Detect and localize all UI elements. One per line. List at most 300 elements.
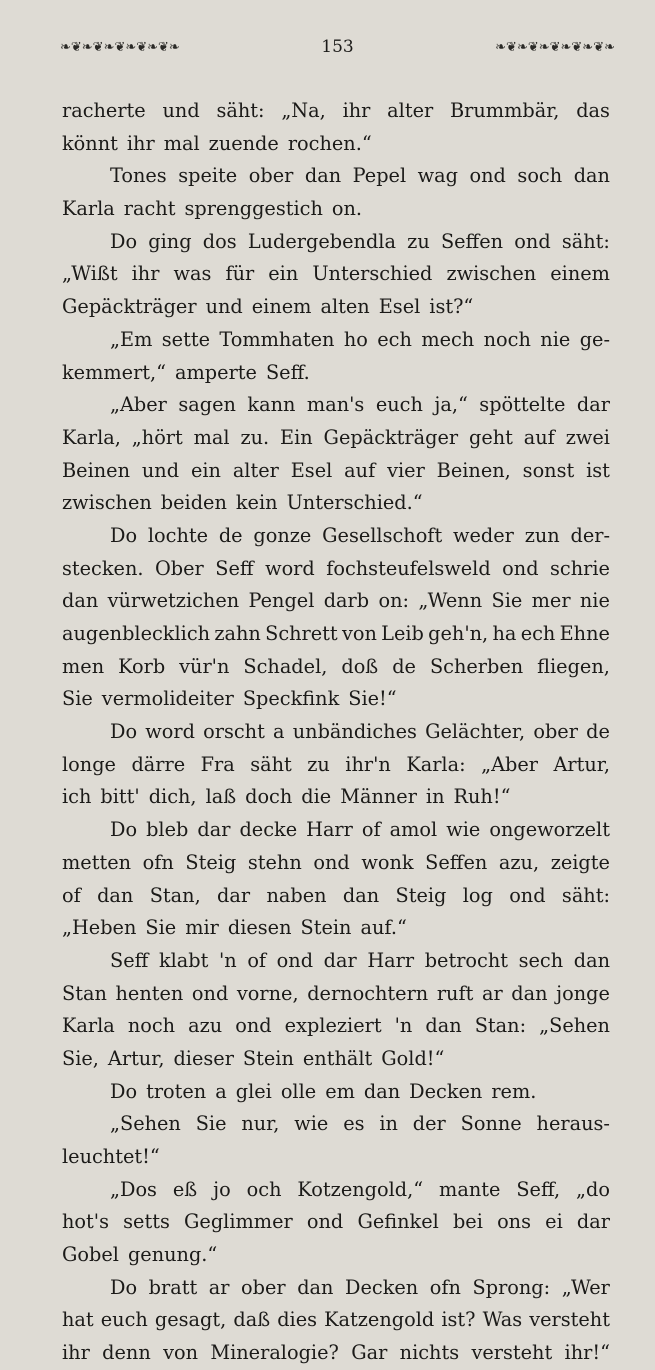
word: es xyxy=(343,1112,365,1136)
word: Unterschied.“ xyxy=(286,491,423,515)
word: man's xyxy=(306,393,365,417)
word: Seff xyxy=(110,948,149,972)
word: könnt xyxy=(62,131,118,155)
word: „Wer xyxy=(561,1275,610,1299)
word: noch xyxy=(483,327,531,351)
word: alter xyxy=(387,99,434,122)
word: enthält xyxy=(302,1046,373,1070)
word: Stan: xyxy=(474,1014,527,1038)
word: auf.“ xyxy=(360,916,407,940)
word: zwischen xyxy=(62,491,152,515)
word: Do xyxy=(110,720,138,744)
word: laß xyxy=(205,785,237,809)
word: glei xyxy=(235,1079,272,1103)
word: bitt' xyxy=(100,785,140,809)
word: „Heben xyxy=(62,916,137,940)
word: sonst xyxy=(522,458,575,482)
word: log xyxy=(462,883,493,907)
word: Steig xyxy=(395,883,447,907)
word: nichts xyxy=(399,1341,460,1365)
word: „Sehen xyxy=(539,1014,610,1038)
word: euch xyxy=(100,1308,148,1332)
header-ornament-left: ❧❦❧❦❧❦❧❦❧❦❧ xyxy=(60,39,180,55)
word: auf xyxy=(344,458,376,482)
word: amperte xyxy=(175,360,257,384)
word: jo xyxy=(213,1177,231,1201)
text-line xyxy=(62,1272,610,1305)
word: Karla: xyxy=(406,752,466,776)
word: ich xyxy=(62,785,92,809)
word: ging xyxy=(148,229,192,253)
word: Ludergebendla xyxy=(247,229,396,253)
word: einem xyxy=(251,295,312,319)
word: und xyxy=(141,458,180,482)
word: on. xyxy=(331,197,363,221)
word: azu xyxy=(188,1014,223,1038)
word: kemmert,“ xyxy=(62,360,167,384)
word: weder xyxy=(453,523,514,547)
word: ist?“ xyxy=(429,295,474,319)
word: Beinen xyxy=(62,458,130,482)
word: darb xyxy=(323,589,370,613)
word: Ehne xyxy=(559,622,610,645)
word: „Na, xyxy=(281,99,326,122)
text-line xyxy=(62,226,610,259)
text-line xyxy=(62,651,610,684)
word: Do xyxy=(110,229,138,253)
word: Artur, xyxy=(553,752,610,776)
word: 'n xyxy=(218,948,237,972)
text-line xyxy=(62,160,610,193)
word: ja,“ xyxy=(434,393,468,417)
word: ihr!“ xyxy=(564,1341,610,1365)
word: Decken xyxy=(409,1079,483,1103)
word: von xyxy=(341,622,377,645)
word: und xyxy=(162,99,200,122)
word: Do xyxy=(110,1079,138,1103)
word: Sprong: xyxy=(472,1275,551,1299)
word: azu, xyxy=(498,850,540,874)
word: ar xyxy=(481,981,503,1005)
word: Scherben xyxy=(429,654,524,678)
word: Do xyxy=(110,1275,138,1299)
word: dan xyxy=(573,164,610,188)
word: ruft xyxy=(436,981,474,1005)
word: zwischen xyxy=(446,262,537,286)
header-ornament-right: ❧❦❧❦❧❦❧❦❧❦❧ xyxy=(495,39,615,55)
word: Katzengold xyxy=(324,1308,435,1332)
word: säht xyxy=(250,752,292,776)
text-line xyxy=(62,1337,610,1370)
word: Harr xyxy=(367,948,415,972)
word: racht xyxy=(123,197,176,221)
word: das xyxy=(576,99,610,122)
word: daß xyxy=(233,1308,271,1332)
word: versteht xyxy=(471,1341,553,1365)
page-number: 153 xyxy=(321,37,354,57)
word: dernochtern xyxy=(307,981,429,1005)
word: was xyxy=(173,262,212,286)
text-line xyxy=(62,357,610,390)
word: jonge xyxy=(556,981,610,1005)
text-line xyxy=(62,978,610,1011)
word: Sie!“ xyxy=(348,687,397,711)
word: Sie xyxy=(62,687,93,711)
word: alten xyxy=(320,295,370,319)
word: Seffen xyxy=(425,850,488,874)
word: zu xyxy=(407,229,430,253)
word: ober xyxy=(248,164,294,188)
word: ech xyxy=(520,622,556,645)
text-line xyxy=(62,847,610,880)
word: fliegen, xyxy=(537,654,610,678)
word: klabt xyxy=(158,948,209,972)
page-header xyxy=(60,34,615,60)
text-line xyxy=(62,1076,610,1109)
word: Speckfink xyxy=(242,687,340,711)
word: fochsteufelsweld xyxy=(326,556,491,580)
word: ons xyxy=(497,1210,531,1234)
word: dan xyxy=(304,164,342,188)
word: Stan, xyxy=(149,883,201,907)
word: zwei xyxy=(565,425,610,449)
text-line xyxy=(62,716,610,749)
word: ihr xyxy=(131,262,160,286)
word: auf xyxy=(523,425,555,449)
word: a xyxy=(273,720,285,744)
word: wag xyxy=(417,164,458,188)
word: bleb xyxy=(146,818,189,842)
word: racherte xyxy=(62,99,146,122)
text-line xyxy=(62,781,610,814)
text-line xyxy=(62,1010,610,1043)
word: longe xyxy=(62,752,116,776)
word: bratt xyxy=(148,1275,198,1299)
word: dich, xyxy=(148,785,197,809)
word: „Sehen xyxy=(110,1112,181,1136)
word: Gepäckträger xyxy=(62,295,197,319)
word: Tones xyxy=(110,164,167,188)
word: henten xyxy=(115,981,184,1005)
word: soch xyxy=(517,164,563,188)
word: Fra xyxy=(200,752,235,776)
text-line xyxy=(62,1108,610,1141)
word: der- xyxy=(570,523,610,547)
word: därre xyxy=(131,752,186,776)
word: of xyxy=(361,818,381,842)
word: vorne, xyxy=(236,981,299,1005)
word: Ein xyxy=(280,425,313,449)
word: ond xyxy=(191,981,229,1005)
word: troten xyxy=(146,1079,207,1103)
word: dies xyxy=(277,1308,318,1332)
word: Gefinkel xyxy=(357,1210,439,1234)
word: ein xyxy=(268,262,299,286)
word: Männer xyxy=(340,785,417,809)
word: ihr'n xyxy=(345,752,391,776)
word: vermolideiter xyxy=(101,687,234,711)
word: dar xyxy=(323,948,357,972)
word: dar xyxy=(576,1210,610,1234)
word: dos xyxy=(202,229,237,253)
word: dan xyxy=(342,883,380,907)
word: noch xyxy=(127,1014,176,1038)
text-line xyxy=(62,258,610,291)
word: of xyxy=(247,948,267,972)
word: in xyxy=(379,1112,398,1136)
word: dan xyxy=(62,589,99,613)
word: Brummbär, xyxy=(450,99,560,122)
text-line xyxy=(62,422,610,455)
text-line xyxy=(62,1304,610,1337)
word: in xyxy=(425,785,445,809)
text-line xyxy=(62,324,610,357)
word: Seff xyxy=(215,556,254,580)
word: Ruh!“ xyxy=(453,785,511,809)
word: ond xyxy=(235,1014,272,1038)
word: naben xyxy=(266,883,327,907)
word: de xyxy=(586,720,610,744)
word: dan xyxy=(97,883,134,907)
text-line xyxy=(62,683,610,716)
word: Schadel, xyxy=(243,654,328,678)
text-line xyxy=(62,618,610,651)
word: Seff. xyxy=(265,360,310,384)
word: ond xyxy=(469,164,506,188)
word: Sie xyxy=(491,589,523,613)
word: olle xyxy=(280,1079,317,1103)
word: zeigte xyxy=(550,850,610,874)
word: Gar xyxy=(351,1341,388,1365)
word: mante xyxy=(439,1177,501,1201)
word: Geglimmer xyxy=(184,1210,293,1234)
word: Karla xyxy=(62,1014,115,1038)
word: amol xyxy=(389,818,438,842)
word: kein xyxy=(235,491,278,515)
word: Was xyxy=(482,1308,523,1332)
word: of xyxy=(62,883,81,907)
word: mer xyxy=(531,589,571,613)
word: einem xyxy=(550,262,610,286)
word: ongeworzelt xyxy=(489,818,610,842)
word: Gepäckträger xyxy=(323,425,459,449)
word: von xyxy=(163,1341,199,1365)
word: Do xyxy=(110,523,138,547)
word: mech xyxy=(421,327,475,351)
word: em xyxy=(325,1079,355,1103)
word: dan xyxy=(425,1014,462,1038)
word: „hört xyxy=(131,425,183,449)
word: unbändiches xyxy=(292,720,417,744)
word: diesen xyxy=(227,916,292,940)
word: ond xyxy=(306,1210,344,1234)
word: denn xyxy=(102,1341,151,1365)
word: Sie xyxy=(145,916,177,940)
text-line xyxy=(62,945,610,978)
word: zuende xyxy=(208,131,279,155)
word: decke xyxy=(239,818,298,842)
word: wie xyxy=(446,818,481,842)
word: Tommhaten xyxy=(219,327,335,351)
word: „Aber xyxy=(481,752,538,776)
text-line xyxy=(62,912,610,945)
word: ober xyxy=(533,720,578,744)
word: alter xyxy=(232,458,279,482)
word: dan xyxy=(363,1079,401,1103)
word: sagen xyxy=(178,393,236,417)
word: Ober xyxy=(154,556,204,580)
word: setts xyxy=(123,1210,170,1234)
word: ond xyxy=(276,948,314,972)
word: ha xyxy=(492,622,517,645)
text-line xyxy=(62,95,610,128)
word: ist? xyxy=(441,1308,476,1332)
word: säht: xyxy=(561,883,610,907)
text-line xyxy=(62,487,610,520)
text-line xyxy=(62,1174,610,1207)
word: Steig xyxy=(185,850,237,874)
word: beiden xyxy=(160,491,227,515)
word: bei xyxy=(452,1210,483,1234)
word: ist xyxy=(586,458,610,482)
text-line xyxy=(62,749,610,782)
text-line xyxy=(62,1206,610,1239)
word: on: xyxy=(378,589,409,613)
word: stecken. xyxy=(62,556,144,580)
word: „Dos xyxy=(110,1177,157,1201)
text-line xyxy=(62,814,610,847)
word: rem. xyxy=(491,1079,537,1103)
word: Unterschied xyxy=(312,262,433,286)
word: ond xyxy=(313,850,350,874)
word: 'n xyxy=(394,1014,413,1038)
word: leuchtet!“ xyxy=(62,1145,160,1168)
word: und xyxy=(205,295,243,319)
word: Gobel xyxy=(62,1243,119,1267)
word: ei xyxy=(545,1210,563,1234)
text-line xyxy=(62,585,610,618)
word: Mineralogie? xyxy=(210,1341,339,1365)
word: Seffen xyxy=(440,229,504,253)
word: nur, xyxy=(241,1112,280,1136)
text-line xyxy=(62,880,610,913)
word: hot's xyxy=(62,1210,109,1234)
word: zu. xyxy=(240,425,270,449)
word: versteht xyxy=(529,1308,610,1332)
word: dieser xyxy=(173,1046,234,1070)
word: ho xyxy=(343,327,368,351)
word: euch xyxy=(375,393,423,417)
word: ihr xyxy=(126,131,155,155)
word: „Wißt xyxy=(62,262,118,286)
word: Leib xyxy=(381,622,424,645)
word: geht xyxy=(468,425,513,449)
word: Korb xyxy=(118,654,166,678)
word: Decken xyxy=(345,1275,419,1299)
word: Esel xyxy=(378,295,421,319)
word: ein xyxy=(190,458,221,482)
word: ech xyxy=(377,327,412,351)
word: Pengel xyxy=(248,589,315,613)
word: Esel xyxy=(290,458,333,482)
word: dan xyxy=(573,948,610,972)
word: Gold!“ xyxy=(381,1046,445,1070)
word: nie xyxy=(540,327,571,351)
word: Karla, xyxy=(62,425,121,449)
word: Seff, xyxy=(516,1177,561,1201)
word: geh'n, xyxy=(428,622,489,645)
text-line xyxy=(62,520,610,553)
text-line xyxy=(62,1043,610,1076)
word: der xyxy=(412,1112,446,1136)
word: de xyxy=(218,523,243,547)
word: och xyxy=(246,1177,282,1201)
word: mir xyxy=(185,916,219,940)
word: Gesellschoft xyxy=(322,523,443,547)
word: dan xyxy=(511,981,548,1005)
word: betrocht xyxy=(424,948,508,972)
text-line xyxy=(62,1141,610,1174)
word: Stein xyxy=(300,916,352,940)
word: Sie xyxy=(195,1112,227,1136)
word: word xyxy=(145,720,195,744)
word: ond xyxy=(509,883,546,907)
word: ihr xyxy=(342,99,371,122)
word: Pepel xyxy=(352,164,407,188)
word: mal xyxy=(163,131,200,155)
word: gesagt, xyxy=(154,1308,227,1332)
word: säht: xyxy=(216,99,265,122)
word: expleziert xyxy=(284,1014,382,1038)
word: doß xyxy=(341,654,379,678)
word: heraus- xyxy=(536,1112,610,1136)
text-line xyxy=(62,1239,610,1272)
word: Harr xyxy=(306,818,353,842)
word: Sonne xyxy=(460,1112,522,1136)
word: schrie xyxy=(550,556,610,580)
word: Artur, xyxy=(107,1046,165,1070)
word: Sie, xyxy=(62,1046,99,1070)
word: stehn xyxy=(247,850,302,874)
word: ihr xyxy=(62,1341,90,1365)
word: rochen.“ xyxy=(287,131,372,155)
word: vier xyxy=(387,458,425,482)
word: Karla xyxy=(62,197,115,221)
word: „Aber xyxy=(110,393,167,417)
word: lochte xyxy=(147,523,209,547)
word: ofn xyxy=(429,1275,461,1299)
text-line xyxy=(62,553,610,586)
word: „do xyxy=(576,1177,610,1201)
word: Stan xyxy=(62,981,107,1005)
word: genung.“ xyxy=(127,1243,218,1267)
text-line xyxy=(62,128,610,161)
text-line xyxy=(62,389,610,422)
word: wie xyxy=(294,1112,329,1136)
word: ge- xyxy=(579,327,610,351)
word: word xyxy=(265,556,315,580)
text-line xyxy=(62,455,610,488)
word: ofn xyxy=(142,850,174,874)
word: Gelächter, xyxy=(425,720,526,744)
body-text xyxy=(62,95,610,1370)
word: a xyxy=(215,1079,227,1103)
word: mal xyxy=(193,425,230,449)
word: augenblecklich xyxy=(62,622,211,645)
word: ober xyxy=(241,1275,286,1299)
word: sech xyxy=(518,948,564,972)
word: orscht xyxy=(203,720,265,744)
